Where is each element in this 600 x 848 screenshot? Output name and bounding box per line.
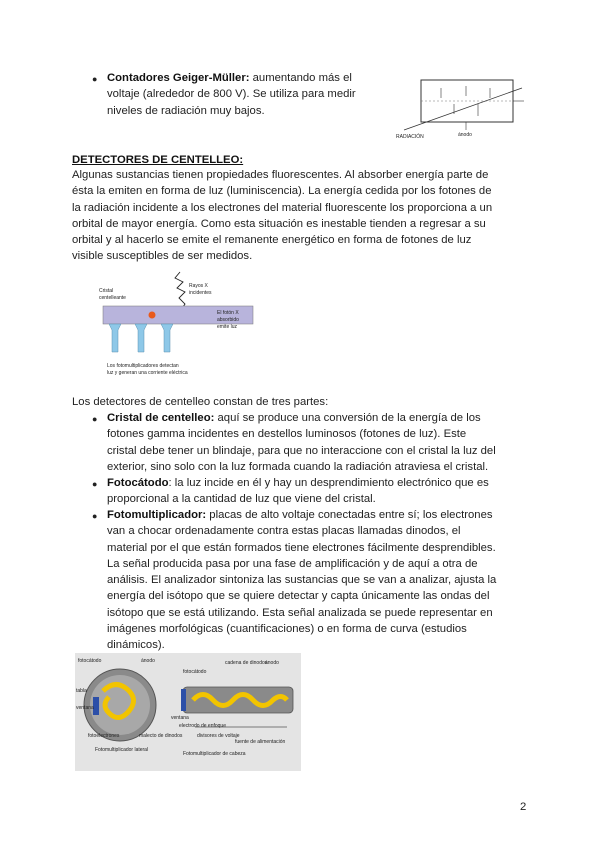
- geiger-radiation-label: RADIACIÓN: [396, 134, 424, 140]
- bullet-dot: ●: [92, 479, 98, 489]
- fig2-right-caption: Fotomultiplicador de cabeza: [183, 751, 246, 757]
- centelleo-paragraph: Algunas sustancias tienen propiedades fluorescentes. Al absorber energía parte de ésta la emiten en forma de luz (luminiscencia). La energía cedida por los fotones de la radiación incidente a los electrones del material fluorescente los proporciona a un orbital de mayor energía. Como esta situación es inestable tienden a regresar a su orbital y al hacerlo se emite el remanente energético en forma de fotones de luz visible susceptibles de ser medidos.: [72, 169, 493, 263]
- fig2-left-malecto: malecto de dinodos: [139, 733, 183, 739]
- fig2-left-ventana: ventana: [76, 705, 94, 711]
- fig1-pmt-1: Los fotomultiplicadores detectan: [107, 363, 179, 369]
- fig1-photon-3: emite luz: [217, 324, 238, 330]
- fig1-photon-1: El fotón X: [217, 310, 239, 316]
- centelleo-heading: DETECTORES DE CENTELLEO:: [72, 154, 244, 166]
- fig1-rays-1: Rayos X: [189, 283, 208, 289]
- fig2-right-anodo: ánodo: [265, 660, 279, 666]
- geiger-paragraph: Contadores Geiger-Müller: aumentando más el voltaje (alrededor de 800 V). Se utiliza para medir niveles de radiación muy bajos.: [107, 72, 356, 117]
- fig2-right-divisores: divisores de voltaje: [197, 733, 240, 739]
- fig1-rays-2: incidentes: [189, 290, 212, 296]
- bullet-dot: ●: [92, 74, 98, 84]
- bullet-dot: ●: [92, 511, 98, 521]
- cristal-term: Cristal de centelleo:: [107, 412, 215, 424]
- fotocatodo-item: Fotocátodo: la luz incide en él y hay un desprendimiento electrónico que es proporcional a la cantidad de luz que viene del cristal.: [107, 477, 489, 506]
- fig1-crystal-2: centelleante: [99, 295, 126, 301]
- fig2-left-anodo: ánodo: [141, 658, 155, 664]
- bullet-dot: ●: [92, 414, 98, 424]
- fig2-right-ventana: ventana: [171, 715, 189, 721]
- geiger-term: Contadores Geiger-Müller:: [107, 72, 250, 84]
- fotomultiplicador-term: Fotomultiplicador:: [107, 509, 207, 521]
- cristal-item: Cristal de centelleo: aquí se produce una conversión de la energía de los fotones gamma incidentes en destellos luminosos (fotones de luz). Este cristal debe tener un blindaje, para que no interaccione con el cristal la luz del exterior, sino solo con la luz formada cuando la radiación atraviesa el cristal.: [107, 412, 496, 473]
- fig1-pmt-2: luz y generan una corriente eléctrica: [107, 370, 188, 376]
- fotomultiplicador-item: Fotomultiplicador: placas de alto voltaje conectadas entre sí; los electrones van a chocar ordenadamente contra estas placas llamadas dinodos, el material por el que están formados tiene electrones fácilmente desprendibles. La señal producida pasa por una fase de amplificación y de aquí a otra de análisis. El analizador sintoniza las sustancias que se van a analizar, ajusta la energía del isótopo que se quiere detectar y capta únicamente las ondas del isótopo que se está utilizando. Esta señal analizada se puede representar en imágenes morfológicas (cuantificaciones) o en forma de curva (estudios dinámicos).: [107, 509, 497, 652]
- page-number: 2: [520, 801, 527, 813]
- fig1-photon-2: absorbido: [217, 317, 239, 323]
- fig2-right-fuente: fuente de alimentación: [235, 739, 286, 745]
- parts-intro: Los detectores de centelleo constan de tres partes:: [72, 396, 329, 408]
- fig2-left-fotocatodo: fotocátodo: [78, 658, 102, 664]
- fig2-right-electrodo: electrodo de enfoque: [179, 723, 226, 729]
- photomultiplier-figure: [75, 653, 301, 771]
- fig2-left-fotoelectrones: fotoelectrones: [88, 733, 120, 739]
- scintillation-figure: [95, 270, 255, 380]
- geiger-diagram: [396, 74, 530, 140]
- fig1-crystal-1: Cristal: [99, 288, 114, 294]
- geiger-anode-label: ánodo: [458, 132, 472, 138]
- fig2-right-cadena: cadena de dinodos: [225, 660, 268, 666]
- fig2-right-fotocatodo: fotocátodo: [183, 669, 207, 675]
- fotocatodo-term: Fotocátodo: [107, 477, 169, 489]
- fig2-left-tabla: tabla: [76, 688, 87, 694]
- fig2-left-caption: Fotomultiplicador lateral: [95, 747, 149, 753]
